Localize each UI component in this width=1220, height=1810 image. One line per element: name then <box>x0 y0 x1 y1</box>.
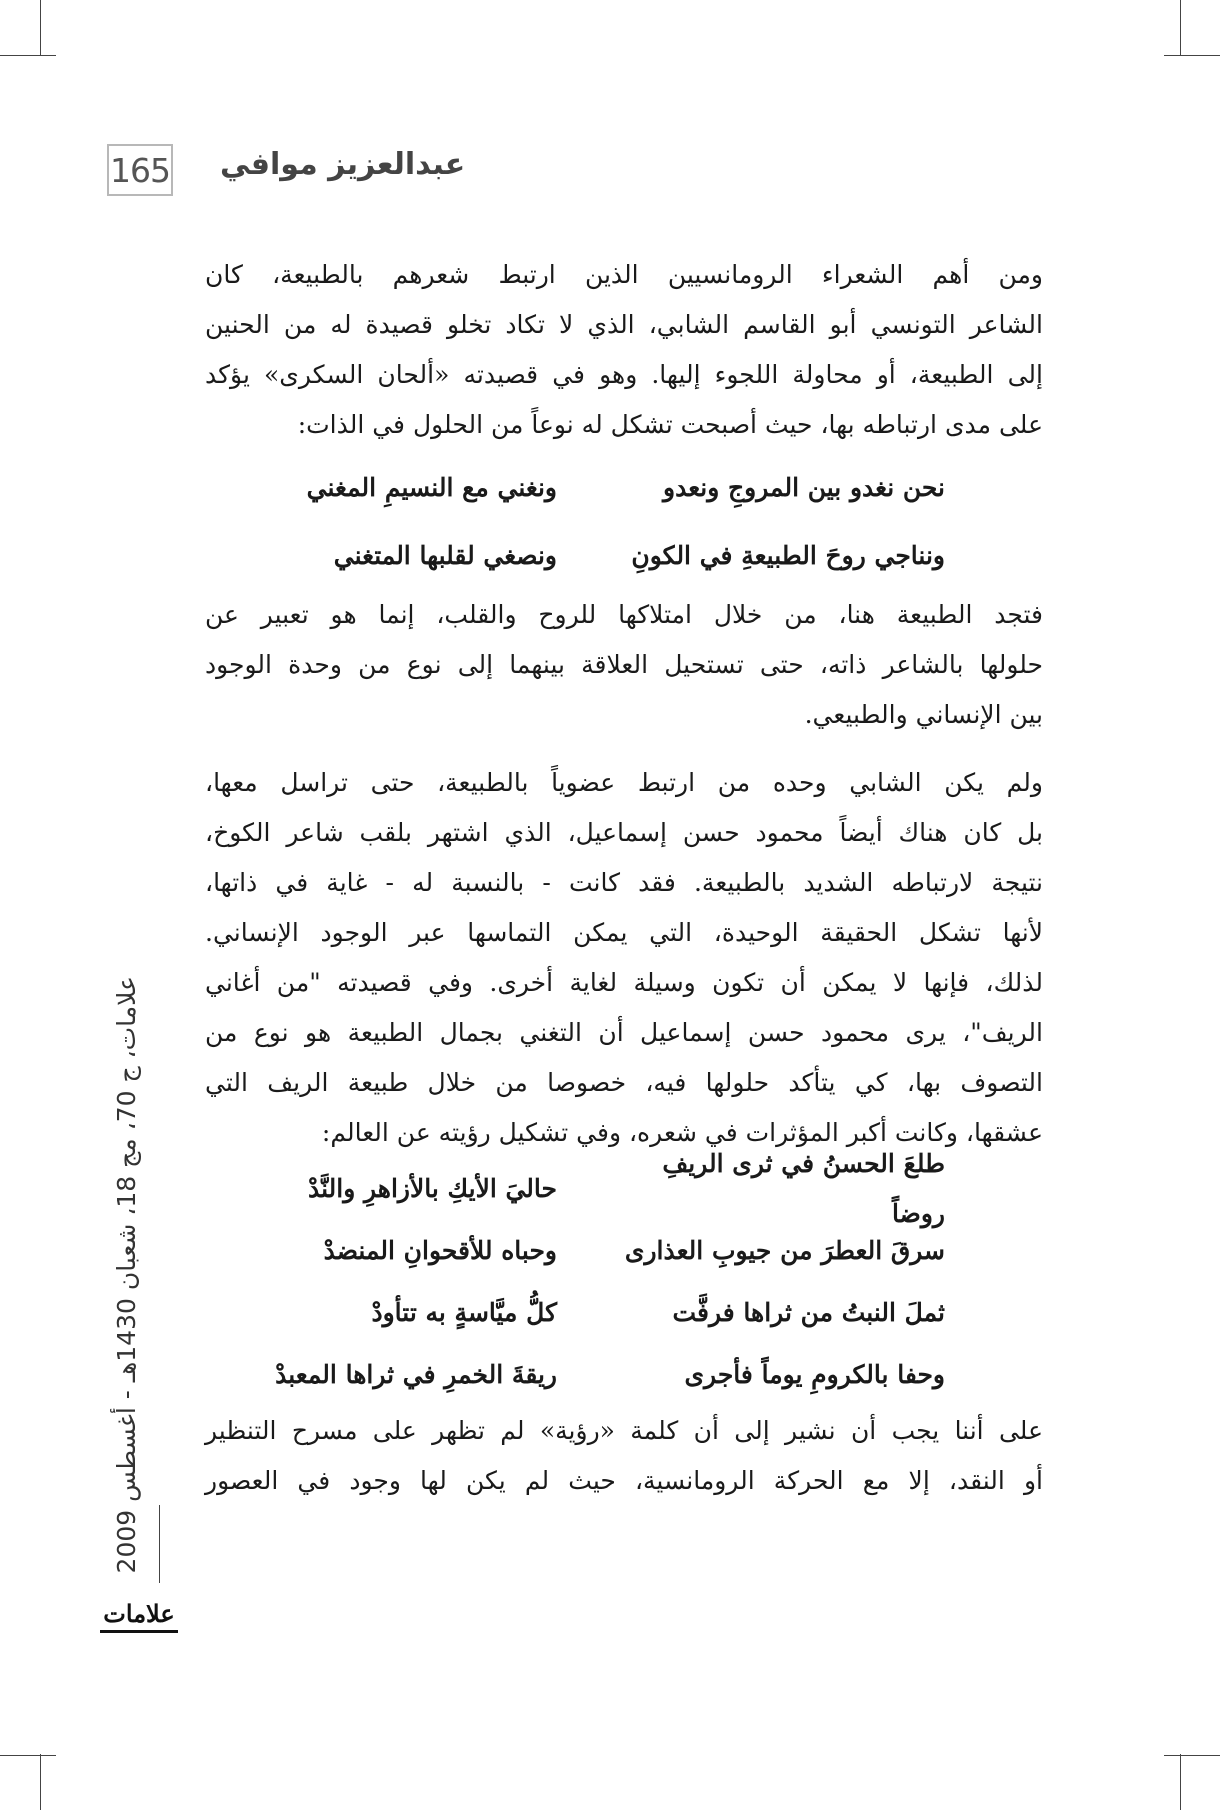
text-line: فتجد الطبيعة هنا، من خلال امتلاكها للروح والقلب، إنما هو تعبير عن <box>205 600 1043 629</box>
verse-hemistich-left: ونغني مع النسيمِ المغني <box>306 473 557 502</box>
crop-mark <box>40 1754 41 1810</box>
crop-mark <box>1180 1754 1181 1810</box>
verse-line <box>205 454 1043 522</box>
text-line: لأنها تشكل الحقيقة الوحيدة، التي يمكن التماسها عبر الوجود الإنساني. <box>205 918 1043 947</box>
verse-line <box>205 522 1043 590</box>
text-line: على أننا يجب أن نشير إلى أن كلمة «رؤية» لم تظهر على مسرح التنظير <box>205 1416 1043 1445</box>
verse-line <box>205 1220 1043 1282</box>
running-header-author: عبدالعزيز موافي <box>220 147 466 182</box>
crop-mark <box>0 55 56 56</box>
text-line: بل كان هناك أيضاً محمود حسن إسماعيل، الذي اشتهر بلقب شاعر الكوخ، <box>205 818 1043 847</box>
text-line: الشاعر التونسي أبو القاسم الشابي، الذي لا تكاد تخلو قصيدة له من الحنين <box>205 310 1043 339</box>
verse-hemistich-right: وحفا بالكرومِ يوماً فأجرى <box>684 1360 945 1389</box>
verse-hemistich-right: ثملَ النبتُ من ثراها فرفَّت <box>672 1298 945 1327</box>
verse-line <box>205 1149 1043 1228</box>
text-line: إلى الطبيعة، أو محاولة اللجوء إليها. وهو في قصيدته «ألحان السكرى» يؤكد <box>205 360 1043 389</box>
verse-hemistich-left: ريقةَ الخمرِ في ثراها المعبدْ <box>275 1360 557 1389</box>
verse-hemistich-left: ونصغي لقلبها المتغني <box>333 541 557 570</box>
crop-mark <box>0 1755 56 1756</box>
sidebar-rule <box>159 1505 160 1583</box>
text-line: بين الإنساني والطبيعي. <box>804 700 1043 729</box>
text-line: لذلك، فإنها لا يمكن أن تكون وسيلة لغاية أخرى. وفي قصيدته "من أغاني <box>205 968 1043 997</box>
text-line: التصوف بها، كي يتأكد حلولها فيه، خصوصا من خلال طبيعة الريف التي <box>205 1068 1043 1097</box>
journal-sidebar <box>98 976 154 1574</box>
verse-line <box>205 1282 1043 1344</box>
verse-block <box>205 1149 1043 1406</box>
verse-block <box>205 454 1043 590</box>
text-line: ومن أهم الشعراء الرومانسيين الذين ارتبط شعرهم بالطبيعة، كان <box>205 260 1043 289</box>
verse-hemistich-left: حاليَ الأيكِ بالأزاهرِ والنَّدْ <box>308 1174 557 1203</box>
page-number: 165 <box>107 144 173 196</box>
text-line: على مدى ارتباطه بها، حيث أصبحت تشكل له نوعاً من الحلول في الذات: <box>297 410 1043 439</box>
paragraph <box>205 250 1043 450</box>
paragraph <box>205 1406 1043 1506</box>
paragraph <box>205 758 1043 1158</box>
text-line: عشقها، وكانت أكبر المؤثرات في شعره، وفي تشكيل رؤيته عن العالم: <box>321 1118 1043 1147</box>
journal-info: علامات، ج 70، مج 18، شعبان 1430هـ - أغسطس 2009 <box>111 976 141 1574</box>
verse-hemistich-right: سرقَ العطرَ من جيوبِ العذارى <box>624 1236 945 1265</box>
text-line: أو النقد، إلا مع الحركة الرومانسية، حيث لم يكن لها وجود في العصور <box>205 1466 1043 1495</box>
text-line: حلولها بالشاعر ذاته، حتى تستحيل العلاقة بينهما إلى نوع من وحدة الوجود <box>205 650 1043 679</box>
verse-hemistich-left: وحباه للأقحوانِ المنضدْ <box>323 1236 557 1265</box>
verse-hemistich-right: ونناجي روحَ الطبيعةِ في الكونِ <box>631 541 945 570</box>
paragraph <box>205 590 1043 740</box>
crop-mark <box>40 0 41 56</box>
crop-mark <box>1180 0 1181 56</box>
text-line: نتيجة لارتباطه الشديد بالطبيعة. فقد كانت - بالنسبة له - غاية في ذاتها، <box>205 868 1043 897</box>
crop-mark <box>1164 1755 1220 1756</box>
verse-hemistich-left: كلُّ ميَّاسةٍ به تتأودْ <box>371 1298 557 1327</box>
verse-line <box>205 1344 1043 1406</box>
verse-hemistich-right: طلعَ الحسنُ في ثرى الريفِ روضاً <box>662 1149 945 1228</box>
text-line: ولم يكن الشابي وحده من ارتبط عضوياً بالطبيعة، حتى تراسل معها، <box>205 768 1043 797</box>
journal-logo: علامات <box>100 1596 178 1633</box>
text-line: الريف"، يرى محمود حسن إسماعيل أن التغني بجمال الطبيعة هو نوع من <box>205 1018 1043 1047</box>
verse-hemistich-right: نحن نغدو بين المروجِ ونعدو <box>663 473 945 502</box>
page-body <box>205 250 1043 1506</box>
crop-mark <box>1164 55 1220 56</box>
